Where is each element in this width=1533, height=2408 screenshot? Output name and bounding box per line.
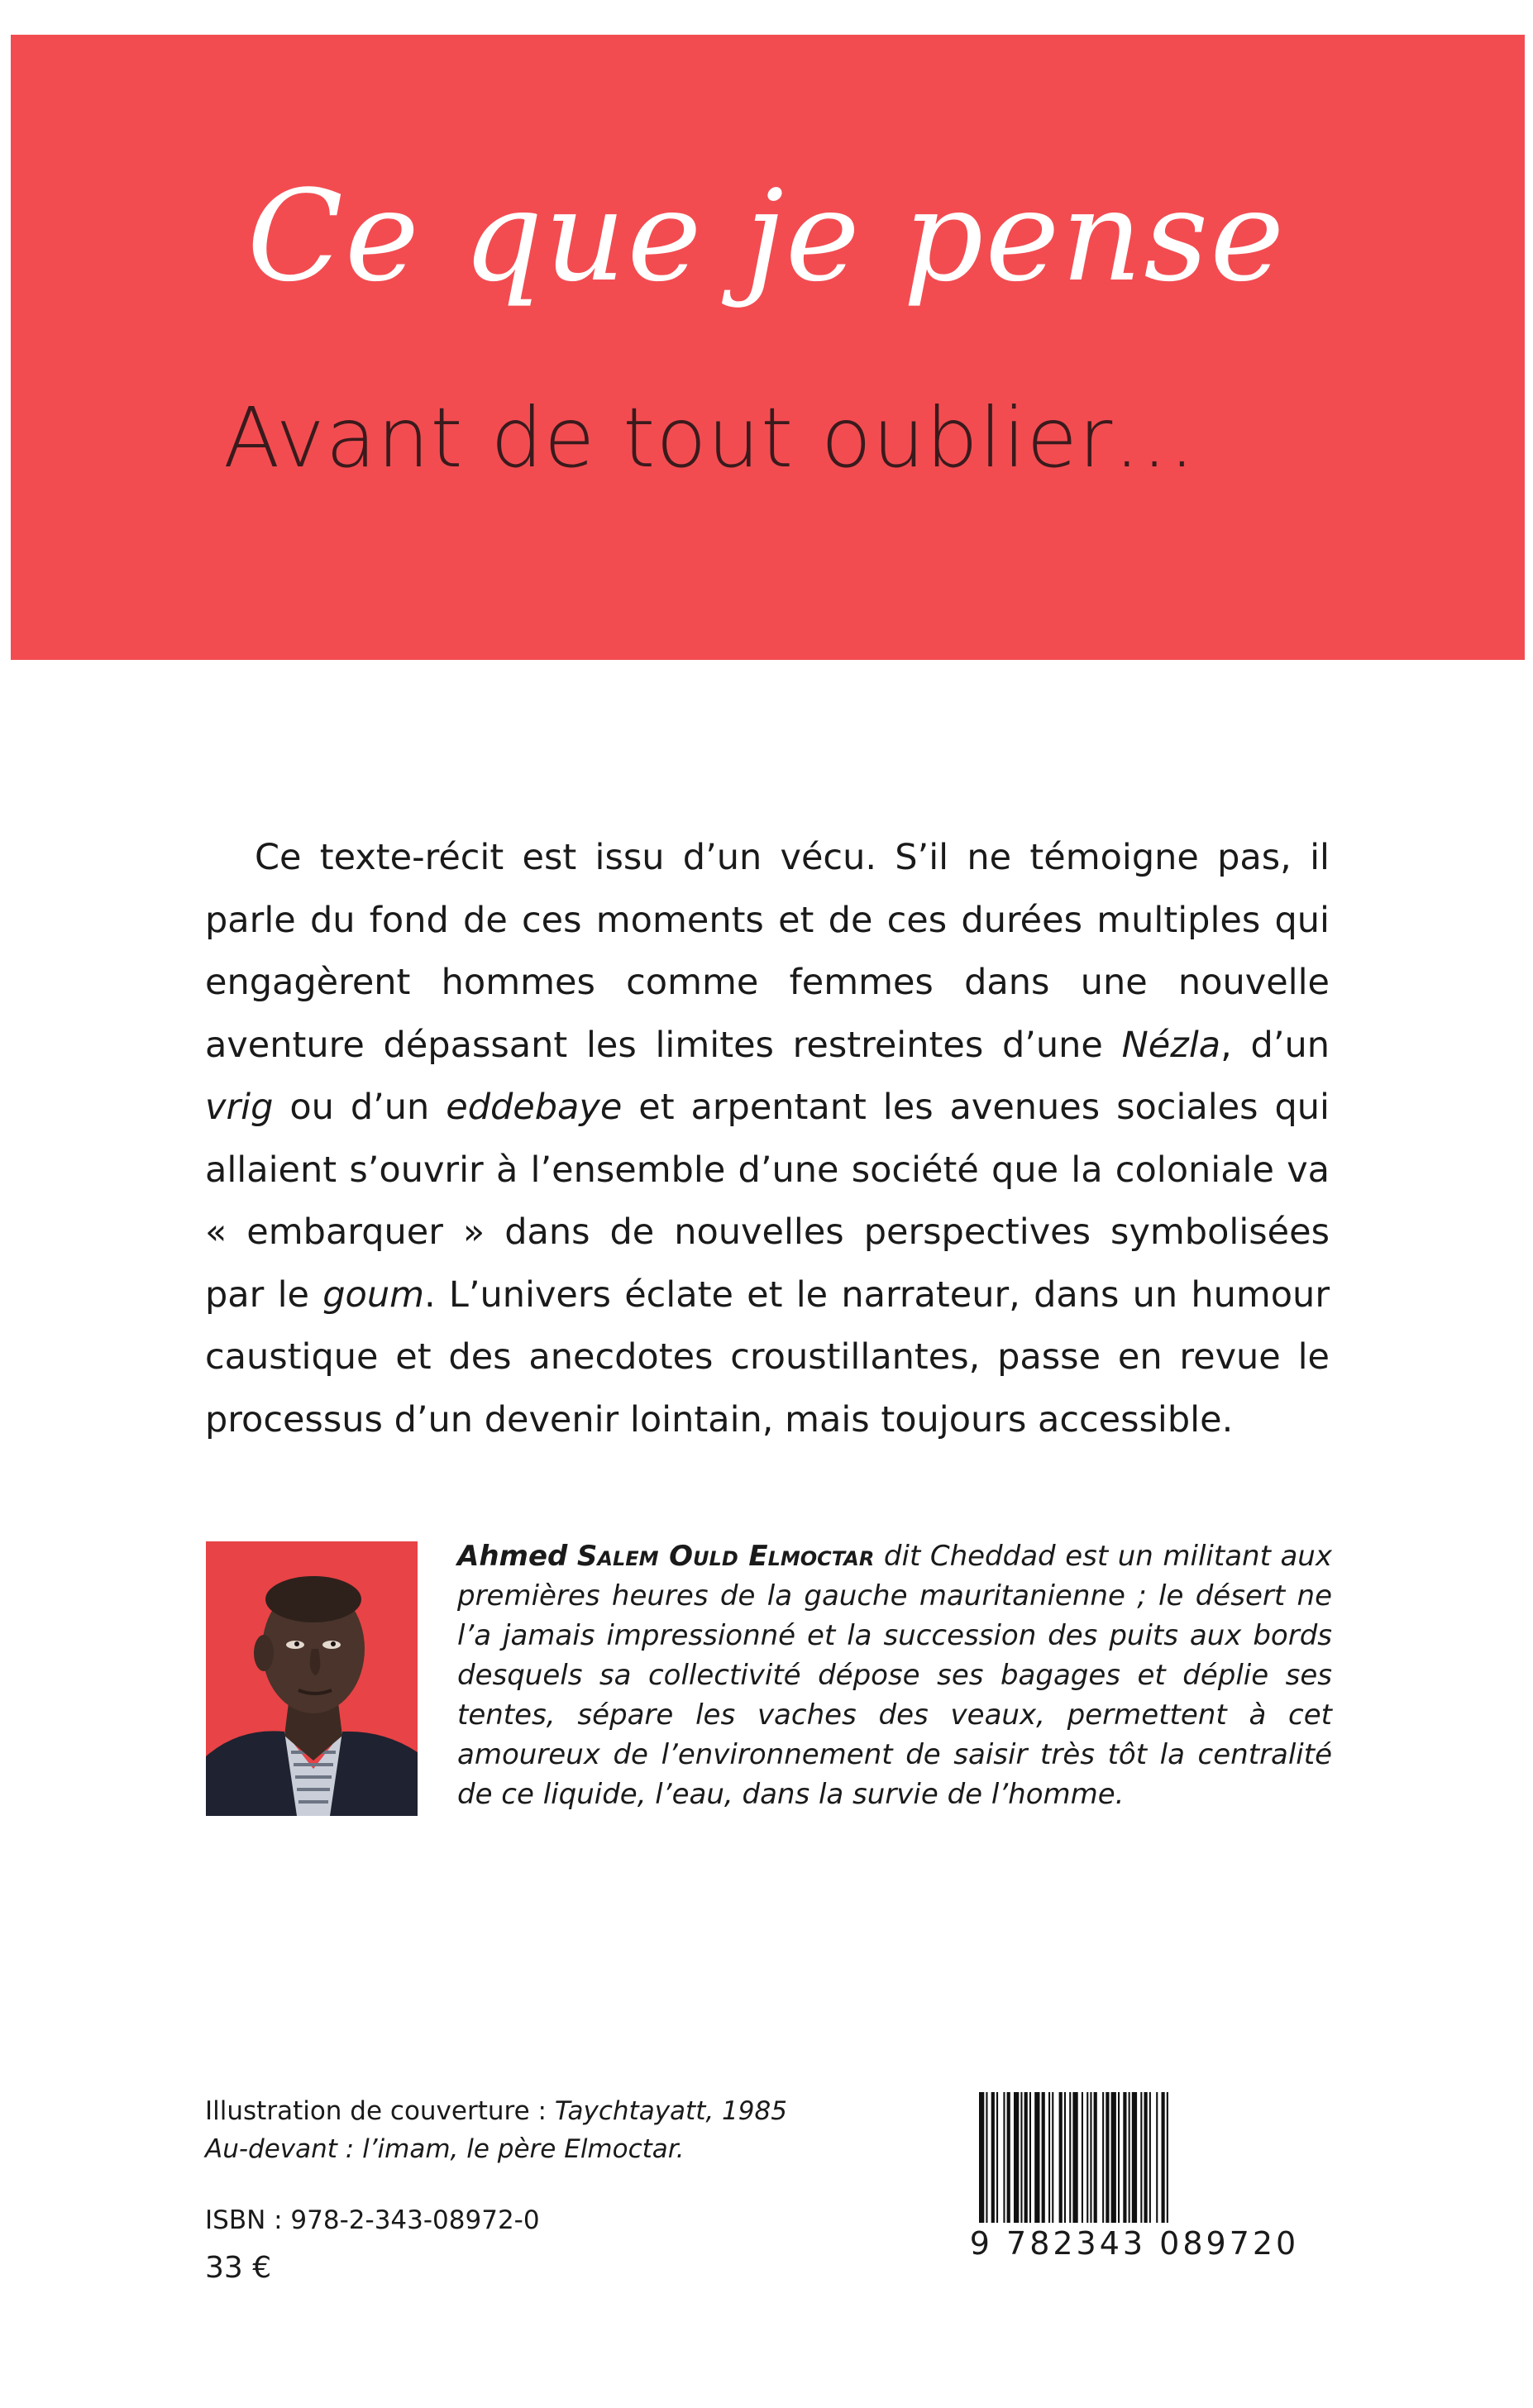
barcode-bar [1129, 2092, 1130, 2224]
barcode-bar [1020, 2092, 1022, 2224]
barcode-bar [1140, 2092, 1142, 2224]
barcode-bar [1144, 2092, 1148, 2224]
barcode-bar [1132, 2092, 1137, 2224]
barcode-bar [1069, 2092, 1071, 2224]
barcode-bar [1094, 2092, 1097, 2224]
barcode-bar [1003, 2092, 1005, 2224]
author-bio [457, 1536, 1332, 1814]
barcode-bar [1064, 2092, 1066, 2224]
blurb-text: Ce texte-récit est issu d’un vécu. S’il ne témoigne pas, il parle du fond de ces moments et de ces durées multiples qui engagèrent hommes comme femmes dans une nouvelle aventure dépassant les limites restreintes d’une [205, 837, 1330, 1066]
barcode-bar [986, 2092, 987, 2224]
cover-banner [11, 35, 1525, 660]
barcode-bar [991, 2092, 995, 2224]
barcode-bar [1162, 2092, 1165, 2224]
barcode-bar [1090, 2092, 1091, 2224]
barcode-bar [1123, 2092, 1126, 2224]
blurb-term: vrig [205, 1087, 274, 1128]
barcode-bar [1156, 2092, 1158, 2224]
blurb-text: , d’un [1220, 1024, 1330, 1066]
barcode-bar [1111, 2092, 1116, 2224]
author-first-name: Ahmed [457, 1540, 568, 1573]
blurb-term: goum [322, 1273, 424, 1316]
barcode-bar [1034, 2092, 1039, 2224]
barcode-bars [969, 2092, 1300, 2224]
book-title: Ce que je pense [246, 163, 1287, 309]
blurb-text: . L’univers éclate et le narrateur, dans un humour caustique et des anecdotes croustillantes, passe en revue le processus d’un devenir lointain, mais toujours accessible. [205, 1273, 1330, 1440]
isbn: ISBN : 978-2-343-08972-0 [205, 2205, 540, 2235]
back-cover-blurb [205, 827, 1330, 1451]
price: 33 € [205, 2251, 272, 2285]
barcode-bar [1048, 2092, 1050, 2224]
author-portrait-image [206, 1541, 418, 1816]
barcode-bar [1059, 2092, 1063, 2224]
barcode-bar [1167, 2092, 1168, 2224]
blurb-term: eddebaye [446, 1087, 623, 1128]
blurb-text: et arpentant les avenues sociales qui allaient s’ouvrir à l’ensemble d’une société que la coloniale va « embarquer » dans de nouvelles perspectives symbolisées par le [205, 1087, 1330, 1316]
barcode-bar [1024, 2092, 1028, 2224]
book-subtitle: Avant de tout oublier… [223, 389, 1197, 486]
blurb-text: ou d’un [273, 1087, 447, 1128]
front-note [205, 2130, 787, 2168]
barcode-bar [1007, 2092, 1010, 2224]
barcode-bar [1014, 2092, 1019, 2224]
barcode-bar [1106, 2092, 1109, 2224]
barcode-bar [1118, 2092, 1120, 2224]
blurb-term: Nézla [1121, 1024, 1221, 1066]
barcode-bar [1042, 2092, 1045, 2224]
cover-credits [205, 2092, 787, 2168]
illustration-value: Taychtayatt, 1985 [554, 2096, 787, 2126]
barcode-bar [1029, 2092, 1031, 2224]
barcode-bar [1149, 2092, 1151, 2224]
author-last-name: Salem Ould Elmoctar [576, 1540, 875, 1573]
barcode-bar [979, 2092, 984, 2224]
barcode-bar [996, 2092, 998, 2224]
barcode-bar [1052, 2092, 1053, 2224]
barcode-bar [1082, 2092, 1083, 2224]
author-photo [206, 1541, 418, 1816]
barcode-bar [1102, 2092, 1104, 2224]
barcode-bar [1072, 2092, 1077, 2224]
front-note-text: Au-devant : l’imam, le père Elmoctar. [205, 2134, 685, 2164]
barcode-digits: 9 782343 089720 [969, 2223, 1300, 2264]
barcode-bar [1086, 2092, 1088, 2224]
illustration-credit [205, 2092, 787, 2130]
illustration-label: Illustration de couverture : [205, 2096, 555, 2126]
author-bio-text: dit Cheddad est un militant aux premières heures de la gauche mauritanienne ; le désert ne l’a jamais impressionné et la succession des puits aux bords desquels sa collectivité dépose ses bagages et déplie ses tentes, sépare les vaches des veaux, permettent à cet amoureux de l’environnement de saisir très tôt la centralité de ce liquide, l’eau, dans la survie de l’homme. [457, 1540, 1332, 1811]
